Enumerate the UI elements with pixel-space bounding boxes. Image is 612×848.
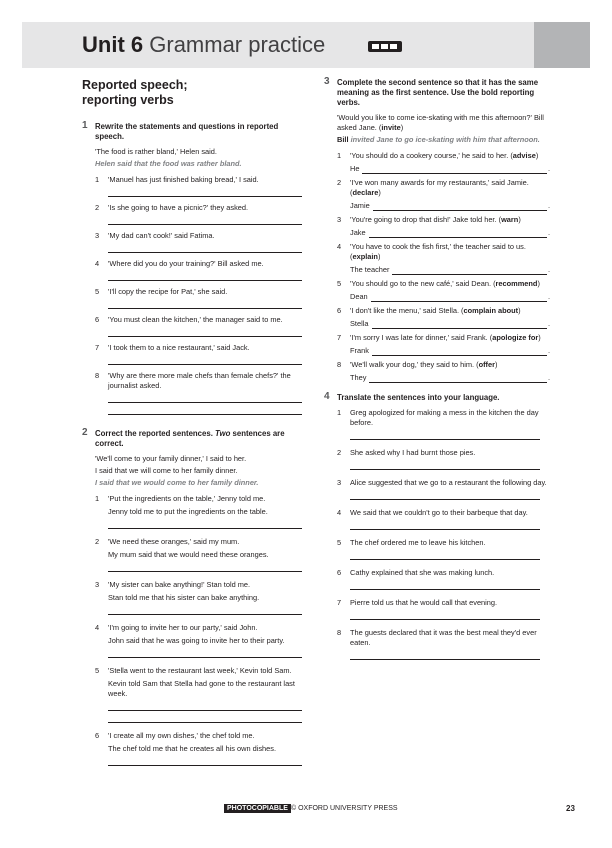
list-item bbox=[324, 598, 550, 620]
item-text: The guests declared that it was the best meal they'd ever eaten. bbox=[350, 628, 537, 647]
list-item bbox=[324, 360, 550, 383]
item-question: 'You should go to the new café,' said Dean. (recommend) bbox=[350, 279, 540, 288]
item-number: 1 bbox=[95, 175, 100, 184]
item-text: Greg apologized for making a mess in the kitchen the day before. bbox=[350, 408, 539, 427]
item-number: 6 bbox=[95, 315, 100, 324]
item-text: 'You must clean the kitchen,' the manager said to me. bbox=[108, 315, 283, 324]
item-question: 'Stella went to the restaurant last week,' Kevin told Sam. bbox=[108, 666, 292, 675]
answer-line[interactable] bbox=[108, 603, 302, 615]
exercise-2 bbox=[82, 429, 302, 766]
list-item bbox=[82, 203, 302, 225]
item-text: The chef ordered me to leave his kitchen. bbox=[350, 538, 486, 547]
list-item bbox=[324, 306, 550, 329]
item-reported: My mum said that we would need these oranges. bbox=[108, 550, 269, 559]
photocopiable-label: PHOTOCOPIABLE bbox=[224, 804, 291, 813]
stem-word: They bbox=[350, 373, 367, 382]
item-number: 3 bbox=[337, 478, 342, 487]
list-item bbox=[324, 448, 550, 470]
page-title bbox=[82, 32, 325, 58]
reporting-verb: offer bbox=[478, 360, 495, 369]
item-number: 1 bbox=[337, 408, 342, 417]
item-question: 'I create all my own dishes,' the chef told me. bbox=[108, 731, 255, 740]
item-question: 'I've won many awards for my restaurants,' said Jamie. (declare) bbox=[350, 178, 529, 197]
item-number: 3 bbox=[337, 215, 342, 224]
item-text: Cathy explained that she was making lunch. bbox=[350, 568, 495, 577]
list-item bbox=[324, 408, 550, 440]
item-text: 'Where did you do your training?' Bill asked me. bbox=[108, 259, 264, 268]
list-item bbox=[82, 494, 302, 529]
answer-line[interactable] bbox=[108, 403, 302, 415]
answer-line[interactable] bbox=[392, 266, 546, 275]
list-item bbox=[324, 279, 550, 302]
answer-line[interactable] bbox=[371, 293, 547, 302]
item-number: 1 bbox=[337, 151, 342, 160]
example-question: 'We'll come to your family dinner,' I said to her. bbox=[95, 454, 247, 463]
item-reported: Jenny told me to put the ingredients on the table. bbox=[108, 507, 268, 516]
list-item bbox=[82, 537, 302, 572]
item-question: 'I'm going to invite her to our party,' said John. bbox=[108, 623, 258, 632]
answer-line[interactable] bbox=[108, 185, 302, 197]
answer-stem: Jamie . bbox=[350, 201, 550, 210]
item-number: 5 bbox=[337, 279, 342, 288]
answer-line[interactable] bbox=[108, 711, 302, 723]
answer-line[interactable] bbox=[369, 374, 547, 383]
answer-stem: He . bbox=[350, 164, 550, 173]
list-item bbox=[324, 478, 550, 500]
left-column bbox=[82, 78, 302, 774]
reporting-verb: advise bbox=[512, 151, 536, 160]
item-question: 'You should do a cookery course,' he said to her. (advise) bbox=[350, 151, 539, 160]
list-item bbox=[82, 580, 302, 615]
item-reported: Kevin told Sam that Stella had gone to the restaurant last week. bbox=[108, 679, 295, 698]
list-item bbox=[82, 343, 302, 365]
answer-line[interactable] bbox=[108, 241, 302, 253]
example-question: 'The food is rather bland,' Helen said. bbox=[95, 147, 217, 156]
list-item bbox=[82, 371, 302, 415]
item-number: 6 bbox=[95, 731, 100, 740]
answer-line[interactable] bbox=[108, 646, 302, 658]
list-item bbox=[324, 178, 550, 211]
example-answer: Bill invited Jane to go ice-skating with him that afternoon. bbox=[337, 135, 540, 144]
stem-word: Frank bbox=[350, 346, 369, 355]
list-item bbox=[324, 215, 550, 238]
reporting-verb: warn bbox=[501, 215, 519, 224]
item-question: 'You're going to drop that dish!' Jake told her. (warn) bbox=[350, 215, 521, 224]
list-item bbox=[324, 538, 550, 560]
exercise-3-instruction: 3 Complete the second sentence so that it has the same meaning as the first sentence. Use the bold reporting verbs. bbox=[324, 76, 539, 107]
stem-word: Jamie bbox=[350, 201, 370, 210]
example-question: 'Would you like to come ice-skating with me this afternoon?' Bill asked Jane. (invite) bbox=[337, 113, 544, 132]
item-text: 'Why are there more male chefs than female chefs?' the journalist asked. bbox=[108, 371, 291, 390]
stem-word: Jake bbox=[350, 228, 366, 237]
item-number: 2 bbox=[95, 203, 100, 212]
item-number: 3 bbox=[95, 231, 100, 240]
answer-line[interactable] bbox=[362, 165, 546, 174]
item-number: 2 bbox=[95, 537, 100, 546]
item-question: 'My sister can bake anything!' Stan told me. bbox=[108, 580, 251, 589]
answer-line[interactable] bbox=[108, 213, 302, 225]
answer-line[interactable] bbox=[372, 347, 547, 356]
page-number: 23 bbox=[566, 804, 575, 813]
list-item bbox=[82, 623, 302, 658]
item-number: 4 bbox=[337, 508, 342, 517]
answer-stem: The teacher . bbox=[350, 265, 550, 274]
example-answer: Helen said that the food was rather bland. bbox=[95, 159, 242, 168]
item-question: 'Put the ingredients on the table,' Jenny told me. bbox=[108, 494, 266, 503]
list-item bbox=[82, 666, 302, 723]
answer-line[interactable] bbox=[108, 560, 302, 572]
item-number: 1 bbox=[95, 494, 100, 503]
item-number: 7 bbox=[337, 598, 342, 607]
answer-line[interactable] bbox=[369, 229, 547, 238]
title-subtitle: Grammar practice bbox=[149, 32, 326, 57]
answer-line[interactable] bbox=[108, 754, 302, 766]
answer-line[interactable] bbox=[350, 548, 540, 560]
list-item bbox=[324, 151, 550, 174]
list-item bbox=[324, 628, 550, 660]
example-answer: I said that we would come to her family dinner. bbox=[95, 478, 259, 487]
right-column bbox=[324, 78, 550, 668]
list-item bbox=[82, 315, 302, 337]
answer-line[interactable] bbox=[372, 320, 547, 329]
reporting-verb: complain about bbox=[463, 306, 519, 315]
list-item bbox=[324, 568, 550, 590]
item-question: 'You have to cook the fish first,' the teacher said to us. (explain) bbox=[350, 242, 526, 261]
item-number: 5 bbox=[95, 666, 100, 675]
reporting-verb: recommend bbox=[495, 279, 538, 288]
answer-stem: Jake . bbox=[350, 228, 550, 237]
header-tab bbox=[534, 22, 590, 68]
item-number: 7 bbox=[95, 343, 100, 352]
unit-label: Unit 6 bbox=[82, 32, 144, 57]
list-item bbox=[324, 508, 550, 530]
answer-line[interactable] bbox=[108, 391, 302, 403]
exercise-2-instruction: 2 Correct the reported sentences. Two sentences are correct. bbox=[82, 427, 285, 448]
exercise-4 bbox=[324, 393, 550, 660]
list-item bbox=[82, 259, 302, 281]
list-item bbox=[82, 175, 302, 197]
item-text: We said that we couldn't go to their barbeque that day. bbox=[350, 508, 528, 517]
stem-word: Dean bbox=[350, 292, 368, 301]
publisher-credit: © OXFORD UNIVERSITY PRESS bbox=[291, 805, 398, 812]
item-number: 2 bbox=[337, 178, 342, 187]
answer-line[interactable] bbox=[373, 202, 547, 211]
answer-line[interactable] bbox=[108, 353, 302, 365]
item-number: 5 bbox=[95, 287, 100, 296]
list-item bbox=[82, 731, 302, 766]
item-number: 5 bbox=[337, 538, 342, 547]
answer-line[interactable] bbox=[108, 699, 302, 711]
item-number: 4 bbox=[95, 259, 100, 268]
item-text: 'I'll copy the recipe for Pat,' she said. bbox=[108, 287, 228, 296]
reporting-verb: explain bbox=[352, 252, 378, 261]
item-number: 4 bbox=[95, 623, 100, 632]
answer-line[interactable] bbox=[350, 428, 540, 440]
reporting-verb: apologize for bbox=[492, 333, 539, 342]
exercise-3 bbox=[324, 78, 550, 383]
list-item bbox=[324, 242, 550, 275]
answer-stem: Dean . bbox=[350, 292, 550, 301]
item-question: 'We'll walk your dog,' they said to him. (offer) bbox=[350, 360, 498, 369]
answer-stem: Stella . bbox=[350, 319, 550, 328]
item-number: 4 bbox=[337, 242, 342, 251]
stem-word: The teacher bbox=[350, 265, 390, 274]
answer-line[interactable] bbox=[108, 269, 302, 281]
answer-line[interactable] bbox=[350, 458, 540, 470]
section-title: Reported speech; reporting verbs bbox=[82, 78, 188, 107]
example-reported: I said that we will come to her family dinner. bbox=[95, 466, 238, 475]
answer-stem: They . bbox=[350, 373, 550, 382]
item-reported: John said that he was going to invite her to their party. bbox=[108, 636, 285, 645]
item-number: 7 bbox=[337, 333, 342, 342]
answer-line[interactable] bbox=[350, 488, 540, 500]
item-text: 'Is she going to have a picnic?' they asked. bbox=[108, 203, 249, 212]
answer-line[interactable] bbox=[350, 608, 540, 620]
answer-line[interactable] bbox=[350, 518, 540, 530]
item-number: 6 bbox=[337, 306, 342, 315]
item-number: 3 bbox=[95, 580, 100, 589]
item-number: 2 bbox=[337, 448, 342, 457]
reporting-verb: declare bbox=[352, 188, 379, 197]
level-icon bbox=[368, 41, 402, 52]
item-number: 6 bbox=[337, 568, 342, 577]
list-item bbox=[324, 333, 550, 356]
exercise-1-instruction: 1 Rewrite the statements and questions in reported speech. bbox=[82, 120, 279, 141]
list-item bbox=[82, 287, 302, 309]
item-text: 'Manuel has just finished baking bread,' I said. bbox=[108, 175, 259, 184]
answer-line[interactable] bbox=[350, 578, 540, 590]
item-number: 8 bbox=[337, 628, 342, 637]
answer-line[interactable] bbox=[108, 297, 302, 309]
item-question: 'I don't like the menu,' said Stella. (complain about) bbox=[350, 306, 521, 315]
item-reported: The chef told me that he creates all his own dishes. bbox=[108, 744, 277, 753]
item-number: 8 bbox=[337, 360, 342, 369]
item-reported: Stan told me that his sister can bake anything. bbox=[108, 593, 260, 602]
stem-word: He bbox=[350, 164, 360, 173]
item-question: 'We need these oranges,' said my mum. bbox=[108, 537, 240, 546]
item-text: 'My dad can't cook!' said Fatima. bbox=[108, 231, 215, 240]
item-text: She asked why I had burnt those pies. bbox=[350, 448, 476, 457]
item-text: Alice suggested that we go to a restaurant the following day. bbox=[350, 478, 547, 487]
answer-line[interactable] bbox=[108, 325, 302, 337]
item-text: Pierre told us that he would call that evening. bbox=[350, 598, 498, 607]
stem-word: Stella bbox=[350, 319, 369, 328]
item-text: 'I took them to a nice restaurant,' said Jack. bbox=[108, 343, 250, 352]
list-item bbox=[82, 231, 302, 253]
exercise-1 bbox=[82, 122, 302, 415]
item-number: 8 bbox=[95, 371, 100, 380]
answer-line[interactable] bbox=[108, 517, 302, 529]
answer-line[interactable] bbox=[350, 648, 540, 660]
item-question: 'I'm sorry I was late for dinner,' said Frank. (apologize for) bbox=[350, 333, 541, 342]
answer-stem: Frank . bbox=[350, 346, 550, 355]
exercise-4-instruction: 4 Translate the sentences into your language. bbox=[324, 391, 500, 402]
